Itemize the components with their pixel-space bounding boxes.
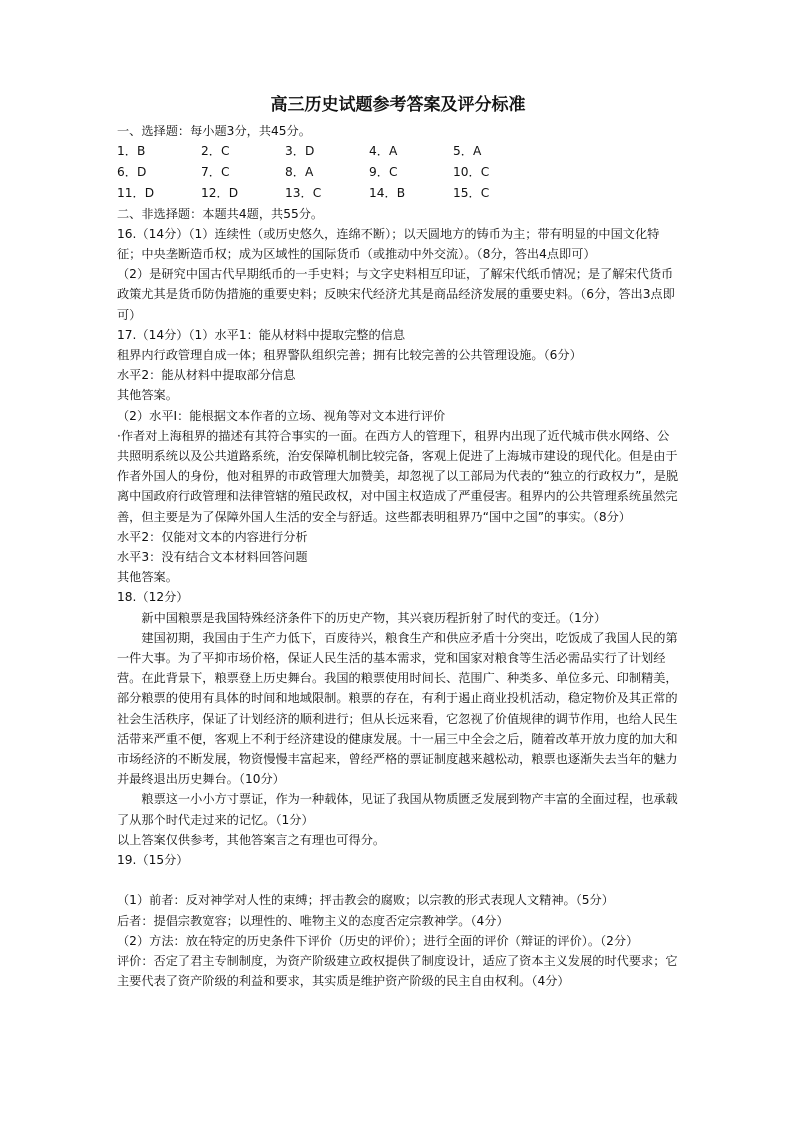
section1-heading: 一、选择题：每小题3分，共45分。 bbox=[117, 124, 311, 138]
document-page bbox=[117, 92, 679, 991]
q17-line: （2）水平Ⅰ：能根据文本作者的立场、视角等对文本进行评价 bbox=[117, 408, 446, 423]
answer-cell: 4．A bbox=[369, 144, 398, 159]
q16-part1: 16.（14分）（1）连续性（或历史悠久，连绵不断）；以天圆地方的铸币为主；带有明显的中国文化特征；中央垄断造币权；成为区域性的国际货币（或推动中外交流）。（8分，答出4点即可） bbox=[117, 226, 660, 261]
answer-cell: 6．D bbox=[117, 165, 147, 179]
q17-line: 水平2：能从材料中提取部分信息 bbox=[117, 368, 296, 383]
answer-cell: 12．D bbox=[201, 185, 239, 200]
answer-cell: 10．C bbox=[453, 165, 490, 179]
q18-paragraph: 粮票这一小小方寸票证，作为一种载体，见证了我国从物质匮乏发展到物产丰富的全面过程，也承载了从那个时代走过来的记忆。（1分） bbox=[117, 792, 678, 827]
q19-line: 评价：否定了君主专制制度，为资产阶级建立政权提供了制度设计，适应了资本主义发展的时代要求；它主要代表了资产阶级的利益和要求，其实质是维护资产阶级的民主自由权利。（4分） bbox=[117, 953, 678, 989]
q18-paragraph: 建国初期，我国由于生产力低下，百废待兴，粮食生产和供应矛盾十分突出，吃饭成了我国人民的第一件大事。为了平抑市场价格，保证人民生活的基本需求，党和国家对粮食等生活必需品实行了计划经营。在此背景下，粮票登上历史舞台。我国的粮票使用时间长、范围广、种类多、单位多元、印制精美，部分粮票的使用有具体的时间和地域限制。粮票的存在，有利于遏止商业投机活动，稳定物价及其正常的社会生活秩序，保证了计划经济的顺利进行；但从长远来看，它忽视了价值规律的调节作用，也给人民生活带来严重不便，客观上不利于经济建设的健康发展。十一届三中全会之后，随着改革开放力度的加大和市场经济的不断发展，物资慢慢丰富起来，曾经严格的票证制度越来越松动，粮票也逐渐失去当年的魅力并最终退出历史舞台。（10分） bbox=[117, 630, 678, 787]
q17-line: 17.（14分）（1）水平1：能从材料中提取完整的信息 bbox=[117, 327, 406, 342]
document-title: 高三历史试题参考答案及评分标准 bbox=[270, 95, 526, 115]
q18-heading: 18.（12分） bbox=[117, 590, 189, 605]
answer-cell: 7．C bbox=[201, 165, 230, 179]
answer-cell: 5．A bbox=[453, 144, 482, 159]
q18-paragraph: 新中国粮票是我国特殊经济条件下的历史产物，其兴衰历程折射了时代的变迁。（1分） bbox=[141, 610, 607, 625]
q18-note: 以上答案仅供参考，其他答案言之有理也可得分。 bbox=[117, 832, 386, 847]
q17-line: 其他答案。 bbox=[117, 570, 178, 585]
spacer bbox=[117, 870, 679, 890]
q19-line: （2）方法：放在特定的历史条件下评价（历史的评价）；进行全面的评价（辩证的评价）。（2分） bbox=[117, 933, 639, 948]
q17-line: 水平2：仅能对文本的内容进行分析 bbox=[117, 529, 308, 544]
q19-line: （1）前者：反对神学对人性的束缚；抨击教会的腐败；以宗教的形式表现人文精神。（5分） bbox=[117, 893, 614, 908]
answer-cell: 1．B bbox=[117, 144, 146, 159]
q17-line: ·作者对上海租界的描述有其符合事实的一面。在西方人的管理下，租界内出现了近代城市供水网络、公共照明系统以及公共道路系统，治安保障机制比较完备，客观上促进了上海城市建设的现代化。但是由于作者外国人的身份，他对租界的市政管理大加赞美，却忽视了以工部局为代表的“独立的行政权力”，是脱离中国政府行政管理和法律管辖的殖民政权，对中国主权造成了严重侵害。租界内的公共管理系统虽然完善，但主要是为了保障外国人生活的安全与舒适。这些都表明租界乃“国中之国”的事实。（8分） bbox=[117, 428, 679, 524]
answer-cell: 14．B bbox=[369, 185, 406, 200]
section2-heading: 二、非选择题：本题共4题，共55分。 bbox=[117, 206, 324, 221]
q17-line: 其他答案。 bbox=[117, 388, 178, 403]
q16-part2: （2）是研究中国古代早期纸币的一手史料；与文字史料相互印证，了解宋代纸币情况；是了解宋代货币政策尤其是货币防伪措施的重要史料；反映宋代经济尤其是商品经济发展的重要史料。（6分，答出3点即可） bbox=[117, 267, 675, 322]
q17-line: 水平3：没有结合文本材料回答问题 bbox=[117, 550, 308, 565]
q19-heading: 19.（15分） bbox=[117, 853, 189, 868]
choice-answer-grid bbox=[117, 141, 679, 203]
answer-cell: 8．A bbox=[285, 165, 314, 179]
answer-cell: 13．C bbox=[285, 185, 322, 200]
answer-cell: 3．D bbox=[285, 144, 315, 159]
answer-cell: 9．C bbox=[369, 165, 398, 179]
q19-line: 后者：提倡宗教宽容；以理性的、唯物主义的态度否定宗教神学。（4分） bbox=[117, 913, 509, 928]
answer-cell: 11．D bbox=[117, 185, 155, 200]
answer-cell: 2．C bbox=[201, 144, 230, 159]
answer-cell: 15．C bbox=[453, 185, 490, 200]
q17-line: 租界内行政管理自成一体；租界警队组织完善；拥有比较完善的公共管理设施。（6分） bbox=[117, 348, 582, 363]
